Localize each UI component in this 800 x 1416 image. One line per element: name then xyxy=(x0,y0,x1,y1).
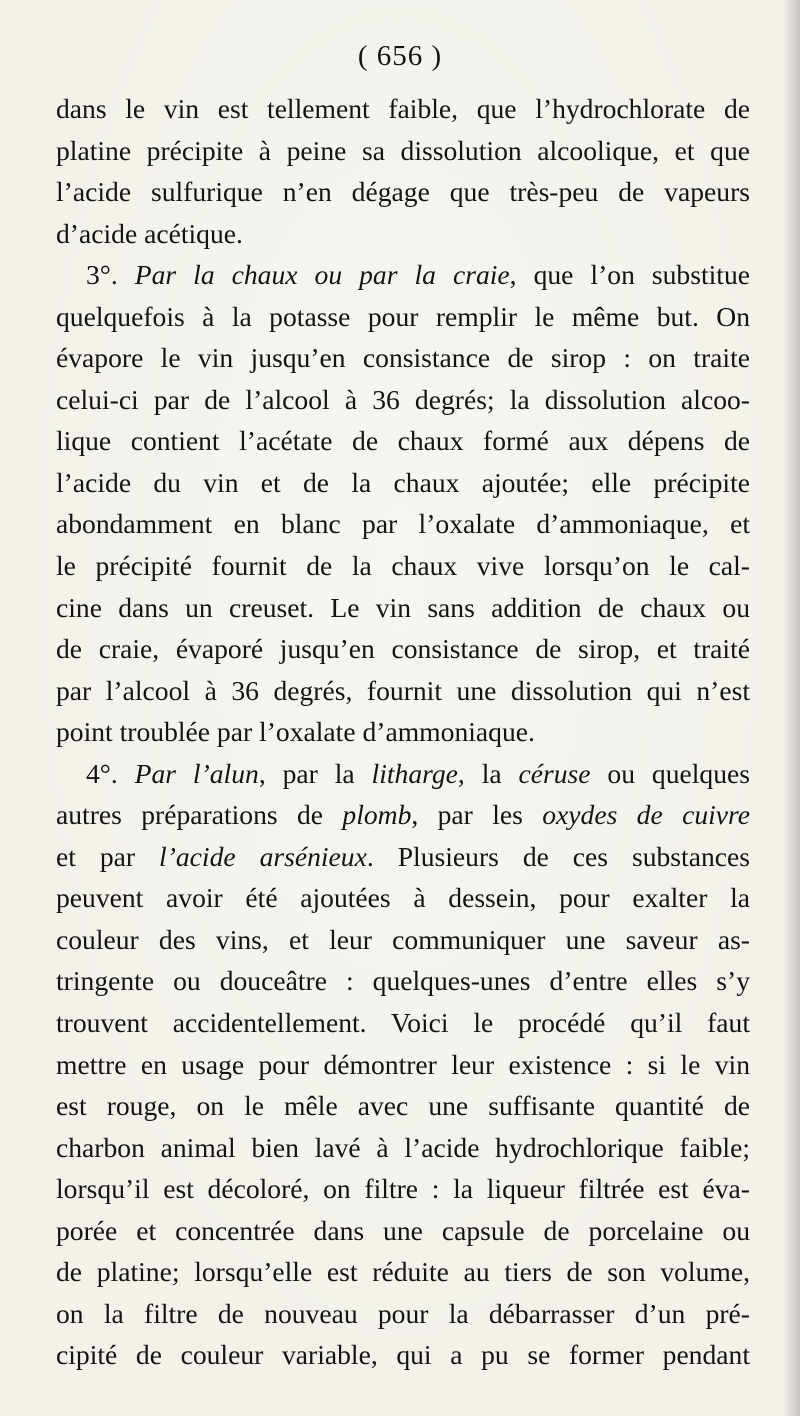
text-line xyxy=(56,337,750,379)
text-line xyxy=(56,379,750,421)
text-segment: tringente ou douceâtre : quelques-unes d’entre elles s’y xyxy=(56,965,750,997)
text-segment: dans le vin est tellement faible, que l’hydrochlorate de xyxy=(56,93,750,124)
text-segment: et par xyxy=(56,840,160,872)
text-line xyxy=(56,1044,750,1086)
page-edge-shadow xyxy=(782,0,800,1416)
text-segment: 3°. xyxy=(86,259,135,291)
text-line xyxy=(56,1334,750,1376)
text-segment: celui-ci par de l’alcool à 36 degrés; la dissolution alcoo- xyxy=(56,383,750,415)
text-line xyxy=(56,794,750,836)
text-line xyxy=(56,88,750,130)
page-number: ( 656 ) xyxy=(357,40,443,72)
italic-text: Par l’alun xyxy=(134,757,259,789)
text-line xyxy=(56,420,750,462)
text-segment: est rouge, on le mêle avec une suffisante quantité de xyxy=(56,1090,750,1122)
text-segment: de craie, évaporé jusqu’en consistance de sirop, et traité xyxy=(56,633,750,665)
italic-text: céruse xyxy=(518,757,591,789)
text-line xyxy=(56,919,750,961)
text-segment: couleur des vins, et leur communiquer une saveur as- xyxy=(56,923,750,955)
text-segment: point troublée par l’oxalate d’ammoniaque. xyxy=(56,716,535,748)
text-line xyxy=(56,753,750,795)
italic-text: litharge xyxy=(371,757,458,789)
text-line xyxy=(56,130,750,172)
text-line xyxy=(56,836,750,878)
italic-text: plomb xyxy=(342,799,412,831)
text-segment: porée et concentrée dans une capsule de porcelaine ou xyxy=(56,1214,750,1246)
text-segment: ou quelques xyxy=(590,757,750,789)
text-segment: 4°. xyxy=(86,757,135,789)
text-segment: peuvent avoir été ajoutées à dessein, pour exalter la xyxy=(56,882,750,914)
text-line xyxy=(56,254,750,296)
text-segment: de platine; lorsqu’elle est réduite au tiers de son volume, xyxy=(56,1256,750,1288)
italic-text: oxydes de cuivre xyxy=(542,799,750,831)
text-segment: cipité de couleur variable, qui a pu se former pendant xyxy=(56,1339,750,1371)
text-line xyxy=(56,171,750,213)
text-segment: , que l’on substitue xyxy=(509,259,750,291)
text-line xyxy=(56,1210,750,1252)
text-line xyxy=(56,711,750,753)
text-segment: cine dans un creuset. Le vin sans addition de chaux ou xyxy=(56,591,750,623)
text-line xyxy=(56,628,750,670)
text-segment: autres préparations de xyxy=(56,799,343,831)
text-line xyxy=(56,1168,750,1210)
italic-text: l’acide arsénieux xyxy=(159,840,367,872)
text-segment: par l’alcool à 36 degrés, fournit une dissolution qui n’est xyxy=(56,674,750,706)
text-line xyxy=(56,1293,750,1335)
text-line xyxy=(56,877,750,919)
text-segment: trouvent accidentellement. Voici le procédé qu’il faut xyxy=(56,1007,750,1039)
text-line xyxy=(56,213,750,255)
text-segment: on la filtre de nouveau pour la débarrasser d’un pré- xyxy=(56,1297,750,1329)
text-segment: , la xyxy=(457,757,519,789)
text-segment: platine précipite à peine sa dissolution alcoolique, et que xyxy=(56,134,750,166)
text-line xyxy=(56,587,750,629)
text-line xyxy=(56,1251,750,1293)
text-segment: l’acide sulfurique n’en dégage que très-peu de vapeurs xyxy=(56,176,750,208)
text-line xyxy=(56,1002,750,1044)
text-segment: abondamment en blanc par l’oxalate d’ammoniaque, et xyxy=(56,508,750,540)
text-line xyxy=(56,1085,750,1127)
text-segment: mettre en usage pour démontrer leur existence : si le vin xyxy=(56,1048,750,1080)
text-segment: lorsqu’il est décoloré, on filtre : la liqueur filtrée est éva- xyxy=(56,1173,750,1205)
text-segment: le précipité fournit de la chaux vive lorsqu’on le cal- xyxy=(56,550,750,582)
italic-text: Par la chaux ou par la craie xyxy=(134,259,510,291)
text-segment: l’acide du vin et de la chaux ajoutée; elle précipite xyxy=(56,466,750,498)
text-line xyxy=(56,545,750,587)
body-text xyxy=(56,88,750,1376)
text-line xyxy=(56,670,750,712)
text-line xyxy=(56,462,750,504)
text-line xyxy=(56,960,750,1002)
text-segment: , par les xyxy=(411,799,543,831)
text-segment: charbon animal bien lavé à l’acide hydrochlorique faible; xyxy=(56,1131,750,1163)
text-segment: . Plusieurs de ces substances xyxy=(366,840,750,872)
text-segment: , par la xyxy=(258,757,372,789)
text-line xyxy=(56,296,750,338)
text-line xyxy=(56,503,750,545)
text-line xyxy=(56,1127,750,1169)
text-segment: lique contient l’acétate de chaux formé aux dépens de xyxy=(56,425,750,457)
text-segment: évapore le vin jusqu’en consistance de sirop : on traite xyxy=(56,342,750,374)
text-segment: d’acide acétique. xyxy=(56,217,243,249)
text-segment: quelquefois à la potasse pour remplir le même but. On xyxy=(56,300,750,332)
